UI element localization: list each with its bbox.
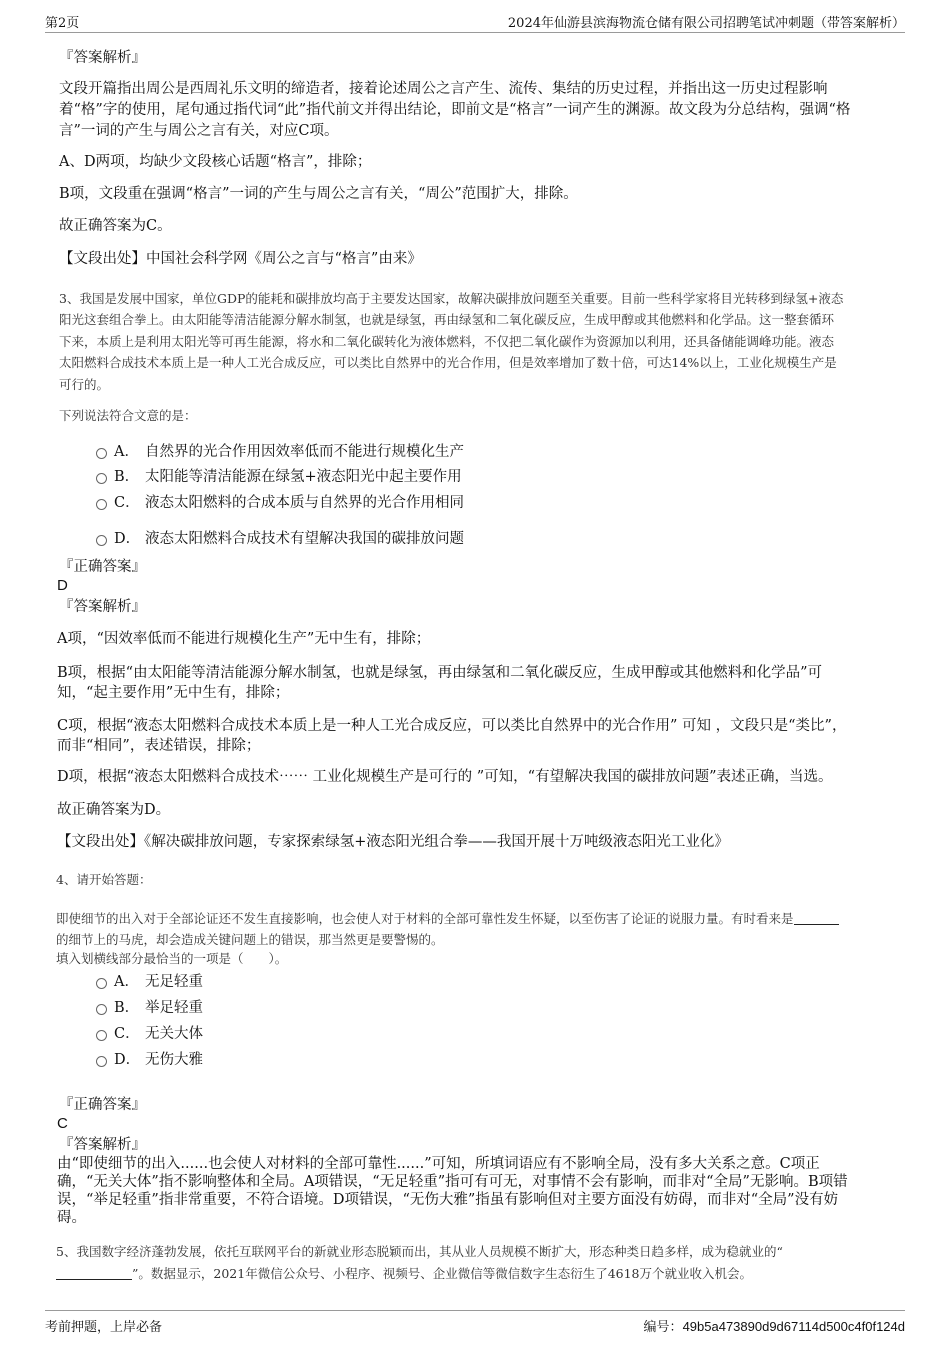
analysis-text: 确，“无关大体”指不影响整体和全局。A项错误，“无足轻重”指可有可无，对事情不会有影响，而非对“全局”无影响。B项错	[57, 1174, 848, 1190]
paragraph: A、D两项，均缺少文段核心话题“格言”，排除；	[59, 154, 372, 170]
paragraph: 文段开篇指出周公是西周礼乐文明的缔造者，接着论述周公之言产生、流传、集结的历史过程，并指出这一历史过程影响	[59, 81, 828, 97]
question-stem: ”。数据显示，2021年微信公众号、小程序、视频号、企业微信等微信数字生态衍生了4618万个就业收入机会。	[56, 1263, 752, 1285]
radio-button[interactable]	[96, 1004, 107, 1015]
question-stem: 可行的。	[59, 377, 110, 392]
question-stem: 3、我国是发展中国家，单位GDP的能耗和碳排放均高于主要发达国家，故解决碳排放问题至关重要。目前一些科学家将目光转移到绿氢+液态	[59, 291, 844, 306]
question-stem: 太阳燃料合成技术本质上是一种人工光合成反应，可以类比自然界中的光合作用，但是效率增加了数十倍，可达14%以上，工业化规模生产是	[59, 355, 837, 370]
analysis-text: D项，根据“液态太阳燃料合成技术⋯⋯ 工业化规模生产是可行的 ”可知，“有望解决我国的碳排放问题”表述正确，当选。	[57, 769, 833, 785]
question-prompt: 填入划横线部分最恰当的一项是（ ）。	[56, 951, 288, 966]
page-number: 第2页	[45, 16, 80, 31]
correct-answer-label: 『正确答案』	[59, 559, 146, 575]
option-key: B．	[114, 1000, 140, 1016]
analysis-text: 碍。	[57, 1210, 86, 1226]
radio-button[interactable]	[96, 499, 107, 510]
option-text: 无伤大雅	[145, 1052, 203, 1068]
question-stem: 5、我国数字经济蓬勃发展，依托互联网平台的新就业形态脱颖而出，其从业人员规模不断扩大，形态种类日趋多样，成为稳就业的“	[56, 1244, 783, 1259]
analysis-text: 知，“起主要作用”无中生有，排除；	[57, 685, 290, 701]
option-key: D．	[114, 531, 141, 547]
source-citation: 【文段出处】中国社会科学网《周公之言与“格言”由来》	[59, 251, 422, 267]
paragraph: 故正确答案为C。	[59, 218, 172, 234]
radio-button[interactable]	[96, 448, 107, 459]
analysis-text: C项，根据“液态太阳燃料合成技术本质上是一种人工光合成反应，可以类比自然界中的光合作用” 可知 ，文段只是“类比”，	[57, 718, 847, 734]
document-title: 2024年仙游县滨海物流仓储有限公司招聘笔试冲刺题（带答案解析）	[507, 16, 905, 31]
source-citation: 【文段出处】《解决碳排放问题，专家探索绿氢+液态阳光组合拳——我国开展十万吨级液态阳光工业化》	[57, 834, 729, 850]
analysis-text: 误，“举足轻重”指非常重要，不符合语境。D项错误，“无伤大雅”指虽有影响但对主要方面没有妨碍，而非对“全局”没有妨	[57, 1192, 839, 1208]
paragraph: 着“格”字的使用，尾句通过指代词“此”指代前文并得出结论，即前文是“格言”一词产生的渊源。故文段为分总结构，强调“格	[59, 102, 851, 118]
analysis-label: 『答案解析』	[59, 50, 146, 66]
page-footer	[45, 1310, 905, 1335]
analysis-label: 『答案解析』	[59, 1137, 146, 1153]
option-key: A．	[114, 444, 139, 460]
analysis-text: A项，“因效率低而不能进行规模化生产”无中生有，排除；	[57, 631, 431, 647]
question-stem: 下来，本质上是利用太阳光等可再生能源，将水和二氧化碳转化为液体燃料，不仅把二氧化碳作为资源加以利用，还具备储能调峰功能。液态	[59, 334, 835, 349]
page-header	[45, 10, 905, 33]
option-key: D．	[114, 1052, 141, 1068]
option-text: 液态太阳燃料合成技术有望解决我国的碳排放问题	[145, 531, 464, 547]
correct-answer-label: 『正确答案』	[59, 1097, 146, 1113]
option-text: 举足轻重	[145, 1000, 203, 1016]
paragraph: 言”一词的产生与周公之言有关，对应C项。	[59, 123, 339, 139]
question-stem: 阳光这套组合拳上。由太阳能等清洁能源分解水制氢，也就是绿氢，再由绿氢和二氧化碳反应，生成甲醇或其他燃料和化学品。这一整套循环	[59, 312, 835, 327]
analysis-text: 而非“相同”，表述错误，排除；	[57, 738, 261, 754]
option-text: 无足轻重	[145, 974, 203, 990]
paragraph: B项，文段重在强调“格言”一词的产生与周公之言有关，“周公”范围扩大，排除。	[59, 186, 578, 202]
analysis-text: 故正确答案为D。	[57, 802, 171, 818]
analysis-label: 『答案解析』	[59, 599, 146, 615]
document-code: 编号：49b5a473890d9d67114d500c4f0f124d	[643, 1319, 905, 1335]
radio-button[interactable]	[96, 473, 107, 484]
analysis-text: 由“即使细节的出入......也会使人对材料的全部可靠性......”可知，所填词语应有不影响全局，没有多大关系之意。C项正	[57, 1156, 820, 1172]
question-stem: 即使细节的出入对于全部论证还不发生直接影响，也会使人对于材料的全部可靠性发生怀疑，以至伤害了论证的说服力量。有时看来是	[56, 908, 839, 930]
question-title: 4、请开始答题：	[56, 872, 152, 887]
option-text: 自然界的光合作用因效率低而不能进行规模化生产	[145, 444, 464, 460]
radio-button[interactable]	[96, 1056, 107, 1067]
correct-answer: C	[57, 1115, 68, 1132]
footer-slogan: 考前押题，上岸必备	[45, 1320, 163, 1335]
option-key: C．	[114, 495, 140, 511]
option-key: A．	[114, 974, 139, 990]
fill-blank	[56, 1265, 132, 1280]
option-text: 太阳能等清洁能源在绿氢+液态阳光中起主要作用	[145, 469, 462, 485]
question-stem: 的细节上的马虎，却会造成关键问题上的错误，那当然更是要警惕的。	[56, 932, 444, 947]
radio-button[interactable]	[96, 978, 107, 989]
radio-button[interactable]	[96, 1030, 107, 1041]
question-prompt: 下列说法符合文意的是：	[59, 408, 197, 423]
option-text: 液态太阳燃料的合成本质与自然界的光合作用相同	[145, 495, 464, 511]
radio-button[interactable]	[96, 535, 107, 546]
option-key: B．	[114, 469, 140, 485]
analysis-text: B项，根据“由太阳能等清洁能源分解水制氢，也就是绿氢，再由绿氢和二氧化碳反应，生成甲醇或其他燃料和化学品”可	[57, 665, 822, 681]
option-text: 无关大体	[145, 1026, 203, 1042]
correct-answer: D	[57, 577, 68, 594]
fill-blank	[794, 910, 839, 925]
option-key: C．	[114, 1026, 140, 1042]
